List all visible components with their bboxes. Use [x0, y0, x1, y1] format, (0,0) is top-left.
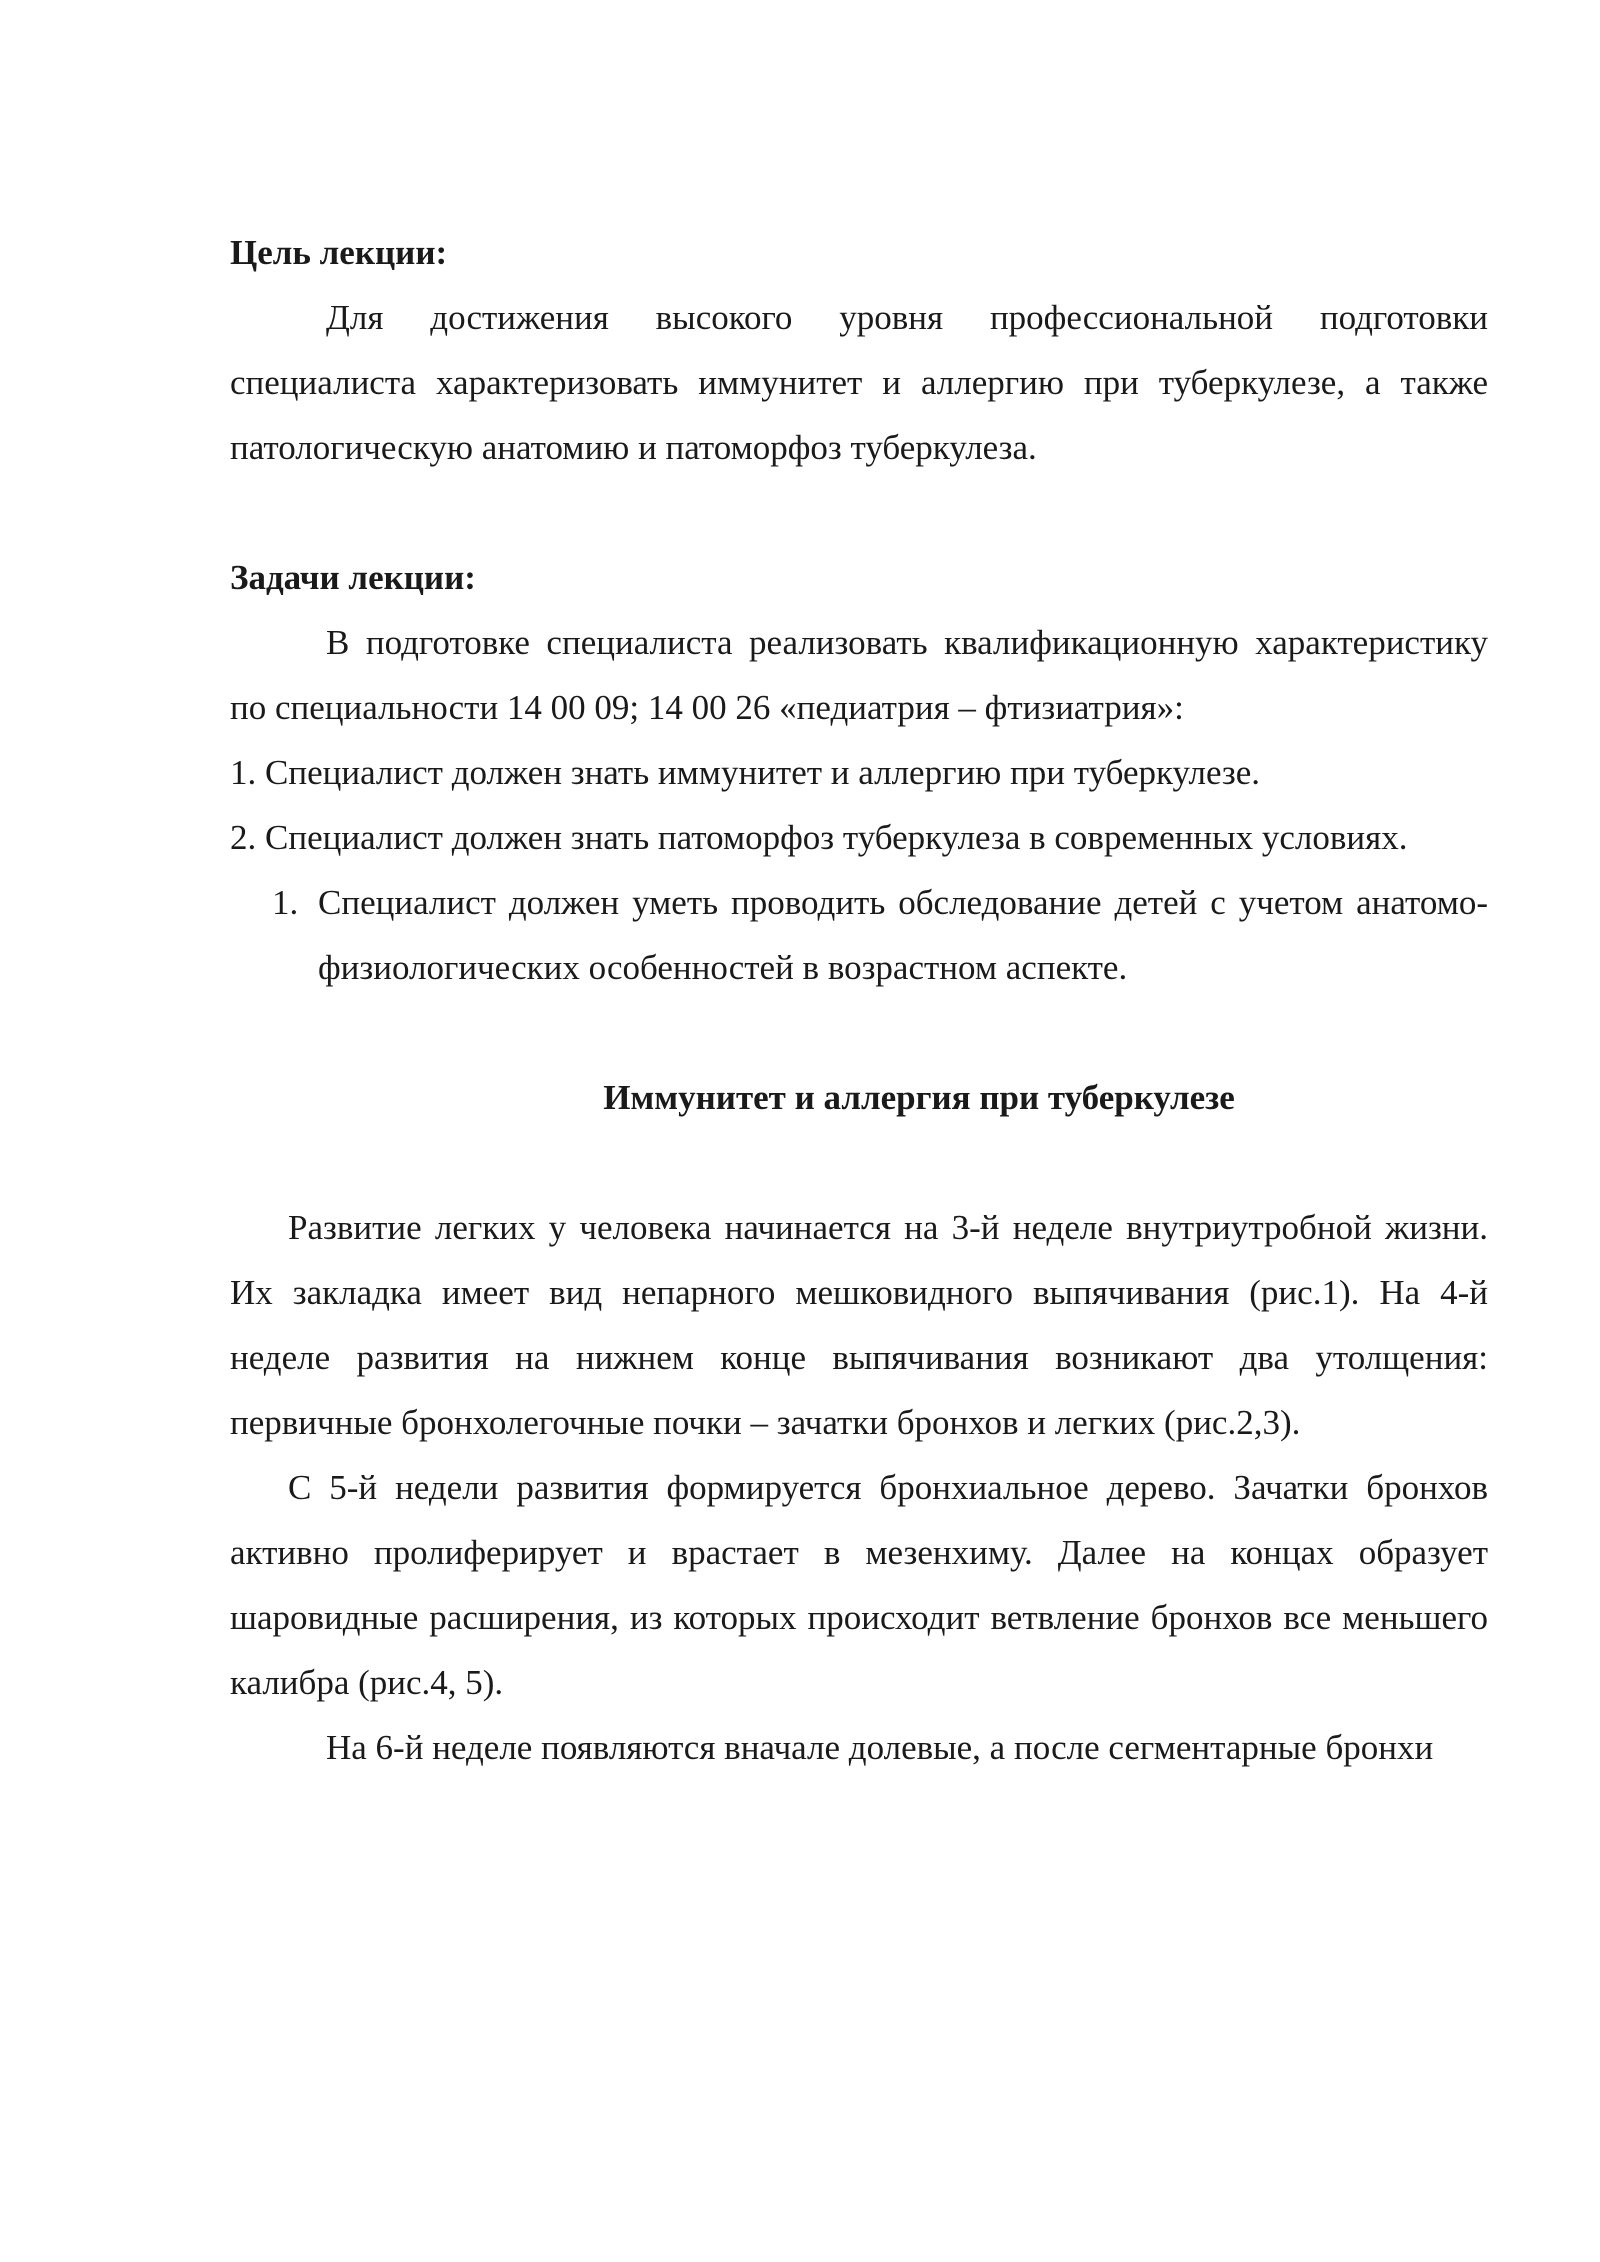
- task-sub-item-number: 1.: [272, 883, 299, 922]
- goal-paragraph: Для достижения высокого уровня профессиональной подготовки специалиста характеризовать иммунитет и аллергию при туберкулезе, а также патологическую анатомию и патоморфоз туберкулеза.: [230, 298, 1488, 467]
- spacer: [230, 1130, 1488, 1195]
- task-item-2: 2. Специалист должен знать патоморфоз туберкулеза в современных условиях.: [230, 818, 1408, 857]
- body-paragraph-1: Развитие легких у человека начинается на 3-й неделе внутриутробной жизни. Их закладка имеет вид непарного мешковидного выпячивания (рис.1). На 4-й неделе развития на нижнем конце выпячивания возникают два утолщения: первичные бронхолегочные почки – зачатки бронхов и легких (рис.2,3).: [230, 1208, 1488, 1442]
- task-sub-item-text: Специалист должен уметь проводить обследование детей с учетом анатомо-физиологических особенностей в возрастном аспекте.: [318, 883, 1488, 987]
- task-sub-item: [230, 870, 1488, 1000]
- task-item-1: 1. Специалист должен знать иммунитет и аллергию при туберкулезе.: [230, 753, 1261, 792]
- spacer: [230, 480, 1488, 545]
- body-paragraph-3: На 6-й неделе появляются вначале долевые, а после сегментарные бронхи: [326, 1728, 1434, 1767]
- body-paragraph-2: С 5-й недели развития формируется бронхиальное дерево. Зачатки бронхов активно пролиферирует и врастает в мезенхиму. Далее на концах образует шаровидные расширения, из которых происходит ветвление бронхов все меньшего калибра (рис.4, 5).: [230, 1468, 1488, 1702]
- tasks-heading: Задачи лекции:: [230, 558, 476, 597]
- tasks-intro-paragraph: В подготовке специалиста реализовать квалификационную характеристику по специальности 14 00 09; 14 00 26 «педиатрия – фтизиатрия»:: [230, 623, 1488, 727]
- spacer: [230, 1000, 1488, 1065]
- section-title: Иммунитет и аллергия при туберкулезе: [603, 1078, 1235, 1117]
- goal-heading: Цель лекции:: [230, 233, 448, 272]
- document-page: [230, 220, 1488, 1780]
